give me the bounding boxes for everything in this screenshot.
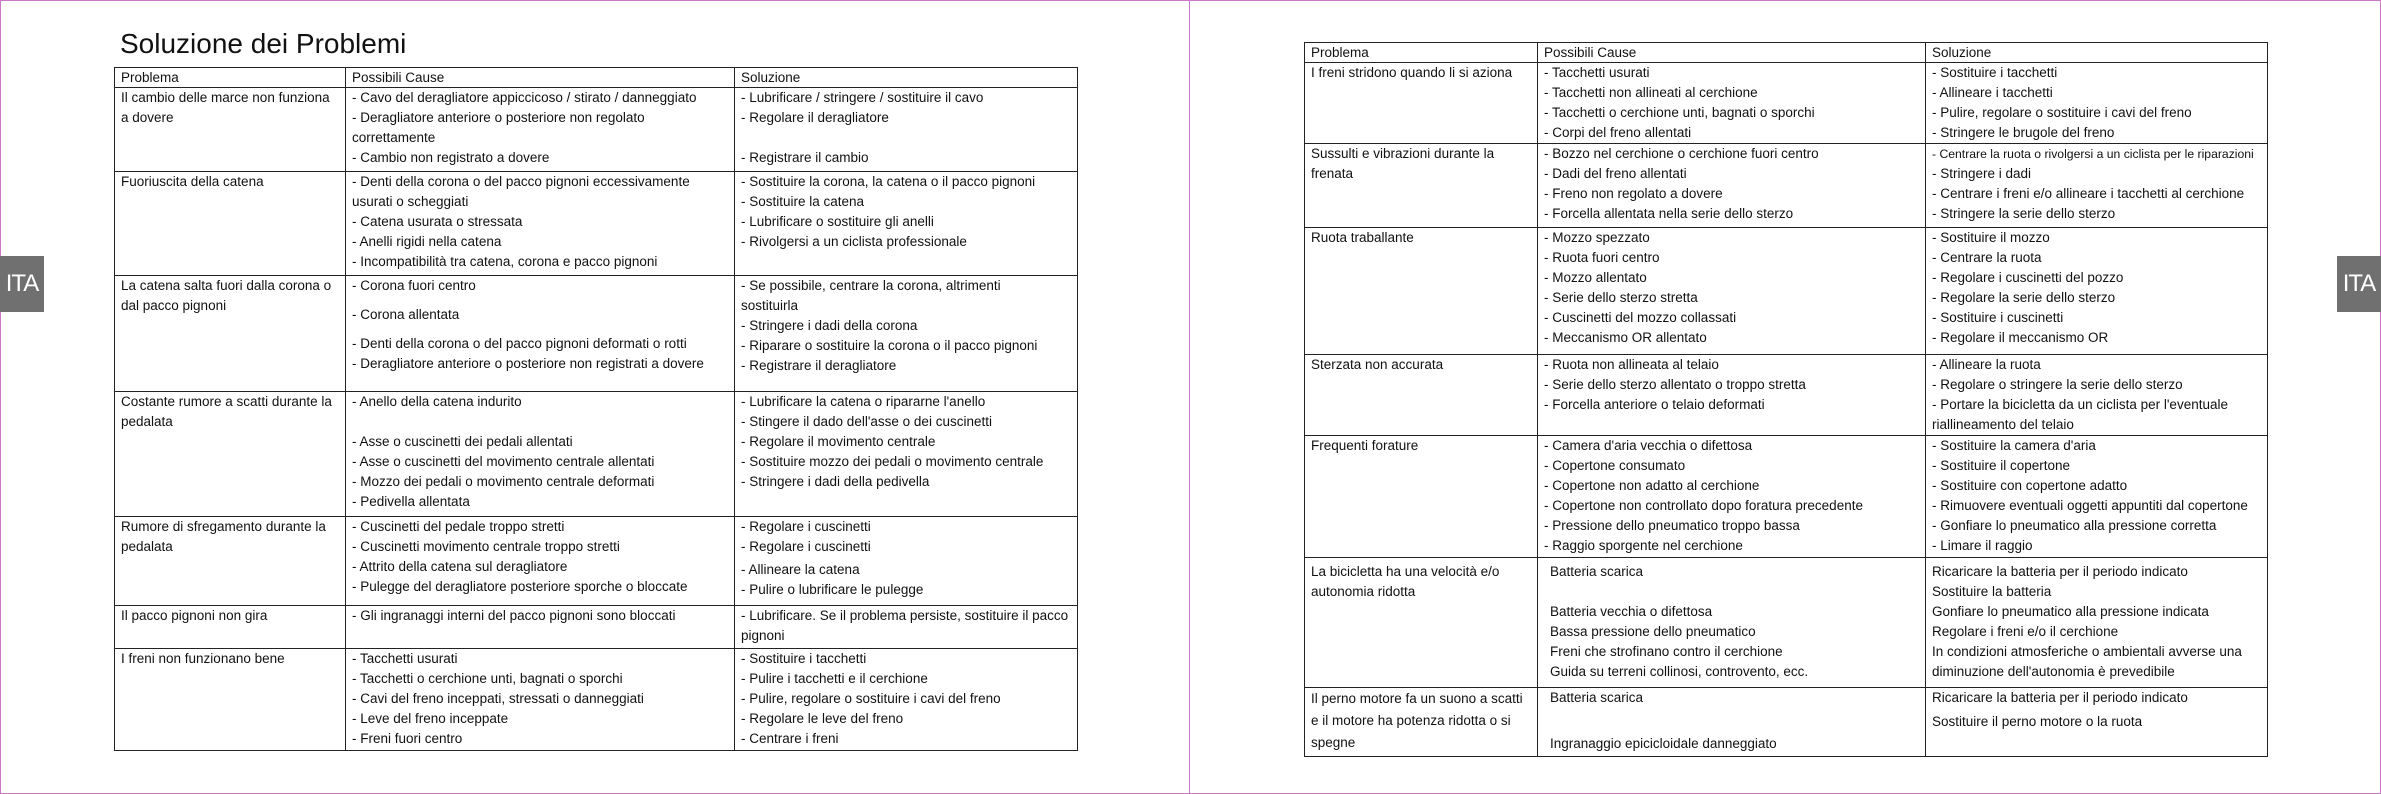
problem-cell <box>115 517 346 606</box>
cause-item: - Ruota non allineata al telaio <box>1544 357 1719 372</box>
language-tab: ITA <box>2337 256 2381 312</box>
solution-item: - Regolare i cuscinetti del pozzo <box>1932 270 2124 285</box>
solution-item: - Regolare il movimento centrale <box>741 434 936 449</box>
solution-cell <box>735 172 1078 276</box>
solution-cell <box>1926 63 2268 144</box>
cause-item: - Incompatibilità tra catena, corona e pacco pignoni <box>352 254 658 269</box>
cause-item: - Anelli rigidi nella catena <box>352 234 502 249</box>
solution-item: - Regolare la serie dello sterzo <box>1932 290 2116 305</box>
causes-cell <box>346 517 735 606</box>
solution-cell <box>1926 688 2268 757</box>
cause-item: - Corpi del freno allentati <box>1544 125 1692 140</box>
problem-text: La catena salta fuori dalla corona o dal pacco pignoni <box>121 278 332 313</box>
table-row <box>1305 63 2268 144</box>
solution-item: - Registrare il cambio <box>741 150 869 165</box>
problem-cell <box>1305 144 1538 228</box>
causes-cell <box>346 606 735 649</box>
cause-item: - Copertone non adatto al cerchione <box>1544 478 1760 493</box>
problem-text: Fuoriuscita della catena <box>121 174 264 189</box>
cause-item: - Cavi del freno inceppati, stressati o danneggiati <box>352 691 644 706</box>
troubleshooting-table <box>1304 42 2268 757</box>
solution-item: - Lubrificare la catena o ripararne l'anello <box>741 394 986 409</box>
solution-item: - Lubrificare / stringere / sostituire il cavo <box>741 90 984 105</box>
solution-item: - Centrare la ruota o rivolgersi a un ciclista per le riparazioni <box>1932 147 2254 161</box>
left-page <box>0 0 1189 794</box>
solution-item: - Sostituire i cuscinetti <box>1932 310 2064 325</box>
header-solution: Soluzione <box>1926 43 2268 63</box>
table-row <box>115 606 1078 649</box>
solution-item: - Sostituire mozzo dei pedali o movimento centrale <box>741 454 1044 469</box>
solution-item: - Allineare la ruota <box>1932 357 2041 372</box>
solution-item: - Sostituire la corona, la catena o il pacco pignoni <box>741 174 1036 189</box>
header-problem: Problema <box>115 68 346 88</box>
cause-item: - Forcella anteriore o telaio deformati <box>1544 397 1765 412</box>
solution-item: - Stringere i dadi della corona <box>741 318 918 333</box>
cause-item: - Meccanismo OR allentato <box>1544 330 1707 345</box>
cause-item: - Camera d'aria vecchia o difettosa <box>1544 438 1753 453</box>
cause-item: Batteria scarica <box>1550 690 1644 705</box>
problem-cell <box>115 392 346 517</box>
header-solution: Soluzione <box>735 68 1078 88</box>
causes-cell <box>1538 688 1926 757</box>
cause-item: Batteria vecchia o difettosa <box>1550 604 1713 619</box>
solution-cell <box>1926 144 2268 228</box>
table-row <box>115 88 1078 172</box>
table-row <box>115 276 1078 392</box>
cause-item: Guida su terreni collinosi, controvento, ecc. <box>1550 664 1809 679</box>
solution-item: - Stringere le brugole del freno <box>1932 125 2115 140</box>
solution-cell <box>735 392 1078 517</box>
solution-item: - Allineare la catena <box>741 562 860 577</box>
problem-cell <box>1305 688 1538 757</box>
problem-text: Sussulti e vibrazioni durante la frenata <box>1311 146 1495 181</box>
problem-cell <box>1305 63 1538 144</box>
problem-cell <box>1305 558 1538 688</box>
solution-item: - Sostituire il copertone <box>1932 458 2071 473</box>
solution-item: Gonfiare lo pneumatico alla pressione indicata <box>1932 604 2209 619</box>
table-row <box>1305 558 2268 688</box>
cause-item: - Bozzo nel cerchione o cerchione fuori centro <box>1544 146 1819 161</box>
cause-item: - Tacchetti usurati <box>352 651 458 666</box>
cause-item: - Catena usurata o stressata <box>352 214 523 229</box>
solution-item: - Allineare i tacchetti <box>1932 85 2053 100</box>
problem-cell <box>115 172 346 276</box>
problem-text: Il cambio delle marce non funziona a dovere <box>121 90 330 125</box>
solution-item: - Regolare il deragliatore <box>741 110 889 125</box>
header-causes: Possibili Cause <box>346 68 735 88</box>
problem-cell <box>115 276 346 392</box>
solution-item: Sostituire la batteria <box>1932 584 2052 599</box>
solution-item: - Registrare il deragliatore <box>741 358 897 373</box>
cause-item: - Pressione dello pneumatico troppo bassa <box>1544 518 1800 533</box>
cause-item: - Cuscinetti del mozzo collassati <box>1544 310 1737 325</box>
cause-item: - Cavo del deragliatore appiccicoso / stirato / danneggiato <box>352 90 697 105</box>
solution-cell <box>735 606 1078 649</box>
solution-item: - Centrare la ruota <box>1932 250 2042 265</box>
cause-item: - Forcella allentata nella serie dello sterzo <box>1544 206 1794 221</box>
cause-item: - Serie dello sterzo stretta <box>1544 290 1698 305</box>
cause-item: - Copertone non controllato dopo foratura precedente <box>1544 498 1863 513</box>
cause-item: - Raggio sporgente nel cerchione <box>1544 538 1743 553</box>
table-row <box>1305 436 2268 558</box>
solution-item: - Stingere il dado dell'asse o dei cuscinetti <box>741 414 992 429</box>
solution-item: Sostituire il perno motore o la ruota <box>1932 714 2143 729</box>
problem-text: Costante rumore a scatti durante la pedalata <box>121 394 332 429</box>
solution-cell <box>735 276 1078 392</box>
language-tab: ITA <box>0 256 44 312</box>
solution-cell <box>1926 228 2268 355</box>
troubleshooting-table <box>114 67 1078 751</box>
cause-item: - Anello della catena indurito <box>352 394 522 409</box>
problem-text: Il perno motore fa un suono a scatti e il motore ha potenza ridotta o si spegne <box>1311 691 1523 750</box>
cause-item: - Tacchetti usurati <box>1544 65 1650 80</box>
solution-item: - Pulire, regolare o sostituire i cavi del freno <box>741 691 1001 706</box>
problem-cell <box>1305 436 1538 558</box>
solution-item: - Gonfiare lo pneumatico alla pressione corretta <box>1932 518 2217 533</box>
solution-item: - Regolare il meccanismo OR <box>1932 330 2109 345</box>
cause-item: - Copertone consumato <box>1544 458 1686 473</box>
cause-item: - Ruota fuori centro <box>1544 250 1660 265</box>
solution-item: - Lubrificare. Se il problema persiste, sostituire il pacco pignoni <box>741 608 1069 643</box>
cause-item: Batteria scarica <box>1550 564 1644 579</box>
header-problem: Problema <box>1305 43 1538 63</box>
cause-item: - Deragliatore anteriore o posteriore non regolato correttamente <box>352 110 645 145</box>
cause-item: - Freno non regolato a dovere <box>1544 186 1723 201</box>
cause-item: - Denti della corona o del pacco pignoni deformati o rotti <box>352 336 687 351</box>
table-row <box>115 517 1078 606</box>
solution-cell <box>735 88 1078 172</box>
problem-cell <box>115 649 346 751</box>
solution-item: - Stringere la serie dello sterzo <box>1932 206 2116 221</box>
page-title: Soluzione dei Problemi <box>120 28 407 59</box>
solution-item: Ricaricare la batteria per il periodo indicato <box>1932 564 2188 579</box>
table-row <box>1305 144 2268 228</box>
causes-cell <box>346 88 735 172</box>
problem-text: Frequenti forature <box>1311 438 1419 453</box>
problem-text: Ruota traballante <box>1311 230 1414 245</box>
causes-cell <box>346 172 735 276</box>
solution-item: - Rimuovere eventuali oggetti appuntiti dal copertone <box>1932 498 2248 513</box>
table-row <box>1305 228 2268 355</box>
solution-item: - Riparare o sostituire la corona o il pacco pignoni <box>741 338 1038 353</box>
causes-cell <box>346 276 735 392</box>
solution-item: - Pulire i tacchetti e il cerchione <box>741 671 928 686</box>
solution-cell <box>735 517 1078 606</box>
solution-item: - Sostituire la camera d'aria <box>1932 438 2096 453</box>
table-row <box>1305 688 2268 757</box>
solution-item: - Limare il raggio <box>1932 538 2033 553</box>
cause-item: - Attrito della catena sul deragliatore <box>352 559 568 574</box>
cause-item: Bassa pressione dello pneumatico <box>1550 624 1756 639</box>
causes-cell <box>346 649 735 751</box>
solution-item: - Sostituire i tacchetti <box>1932 65 2058 80</box>
cause-item: - Cuscinetti movimento centrale troppo stretti <box>352 539 620 554</box>
solution-item: - Stringere i dadi <box>1932 166 2032 181</box>
cause-item: - Denti della corona o del pacco pignoni eccessivamente usurati o scheggiati <box>352 174 690 209</box>
cause-item: - Tacchetti o cerchione unti, bagnati o sporchi <box>352 671 623 686</box>
solution-item: - Regolare le leve del freno <box>741 711 904 726</box>
causes-cell <box>1538 436 1926 558</box>
problem-text: I freni non funzionano bene <box>121 651 285 666</box>
problem-text: Rumore di sfregamento durante la pedalata <box>121 519 326 554</box>
cause-item: - Pulegge del deragliatore posteriore sporche o bloccate <box>352 579 688 594</box>
cause-item: Ingranaggio epicicloidale danneggiato <box>1550 736 1777 751</box>
solution-item: - Centrare i freni e/o allineare i tacchetti al cerchione <box>1932 186 2245 201</box>
problem-text: La bicicletta ha una velocità e/o autonomia ridotta <box>1311 564 1500 599</box>
cause-item: - Cambio non registrato a dovere <box>352 150 550 165</box>
solution-item: - Sostituire con copertone adatto <box>1932 478 2128 493</box>
solution-item: - Portare la bicicletta da un ciclista per l'eventuale riallineamento del telaio <box>1932 397 2228 432</box>
table-header-row <box>1305 43 2268 63</box>
cause-item: - Serie dello sterzo allentato o troppo stretta <box>1544 377 1806 392</box>
solution-item: - Regolare i cuscinetti <box>741 519 871 534</box>
solution-item: - Regolare o stringere la serie dello sterzo <box>1932 377 2183 392</box>
solution-item: - Sostituire il mozzo <box>1932 230 2050 245</box>
cause-item: - Dadi del freno allentati <box>1544 166 1687 181</box>
table-row <box>1305 355 2268 436</box>
cause-item: - Corona fuori centro <box>352 278 476 293</box>
solution-item: - Pulire, regolare o sostituire i cavi del freno <box>1932 105 2192 120</box>
cause-item: - Mozzo spezzato <box>1544 230 1650 245</box>
table-row <box>115 649 1078 751</box>
cause-item: - Leve del freno inceppate <box>352 711 509 726</box>
cause-item: - Tacchetti non allineati al cerchione <box>1544 85 1758 100</box>
cause-item: Freni che strofinano contro il cerchione <box>1550 644 1783 659</box>
table-row <box>115 172 1078 276</box>
problem-text: I freni stridono quando li si aziona <box>1311 65 1513 80</box>
causes-cell <box>1538 558 1926 688</box>
solution-cell <box>735 649 1078 751</box>
cause-item: - Pedivella allentata <box>352 494 470 509</box>
solution-item: - Rivolgersi a un ciclista professionale <box>741 234 967 249</box>
cause-item: - Asse o cuscinetti del movimento centrale allentati <box>352 454 655 469</box>
causes-cell <box>346 392 735 517</box>
cause-item: - Tacchetti o cerchione unti, bagnati o sporchi <box>1544 105 1815 120</box>
solution-item: Ricaricare la batteria per il periodo indicato <box>1932 690 2188 705</box>
solution-item: Regolare i freni e/o il cerchione <box>1932 624 2119 639</box>
solution-item: - Pulire o lubrificare le pulegge <box>741 582 924 597</box>
page-spine <box>1189 0 1190 794</box>
cause-item: - Deragliatore anteriore o posteriore non registrati a dovere <box>352 356 704 371</box>
solution-item: - Sostituire la catena <box>741 194 865 209</box>
solution-item: - Stringere i dadi della pedivella <box>741 474 930 489</box>
causes-cell <box>1538 228 1926 355</box>
solution-item: - Lubrificare o sostituire gli anelli <box>741 214 934 229</box>
table-header-row <box>115 68 1078 88</box>
causes-cell <box>1538 144 1926 228</box>
causes-cell <box>1538 355 1926 436</box>
header-causes: Possibili Cause <box>1538 43 1926 63</box>
solution-item: - Se possibile, centrare la corona, altrimenti sostituirla <box>741 278 1001 313</box>
solution-item: - Sostituire i tacchetti <box>741 651 867 666</box>
table-row <box>115 392 1078 517</box>
solution-item: - Regolare i cuscinetti <box>741 539 871 554</box>
cause-item: - Asse o cuscinetti dei pedali allentati <box>352 434 573 449</box>
problem-cell <box>1305 355 1538 436</box>
solution-cell <box>1926 355 2268 436</box>
cause-item: - Freni fuori centro <box>352 731 463 746</box>
solution-item: In condizioni atmosferiche o ambientali avverse una diminuzione dell'autonomia è prevedibile <box>1932 644 2242 679</box>
cause-item: - Mozzo dei pedali o movimento centrale deformati <box>352 474 655 489</box>
solution-cell <box>1926 436 2268 558</box>
cause-item: - Gli ingranaggi interni del pacco pignoni sono bloccati <box>352 608 676 623</box>
cause-item: - Cuscinetti del pedale troppo stretti <box>352 519 565 534</box>
solution-cell <box>1926 558 2268 688</box>
cause-item: - Corona allentata <box>352 307 460 322</box>
problem-text: Sterzata non accurata <box>1311 357 1444 372</box>
solution-item: - Centrare i freni <box>741 731 839 746</box>
problem-cell <box>115 606 346 649</box>
problem-cell <box>1305 228 1538 355</box>
problem-text: Il pacco pignoni non gira <box>121 608 268 623</box>
cause-item: - Mozzo allentato <box>1544 270 1647 285</box>
causes-cell <box>1538 63 1926 144</box>
problem-cell <box>115 88 346 172</box>
